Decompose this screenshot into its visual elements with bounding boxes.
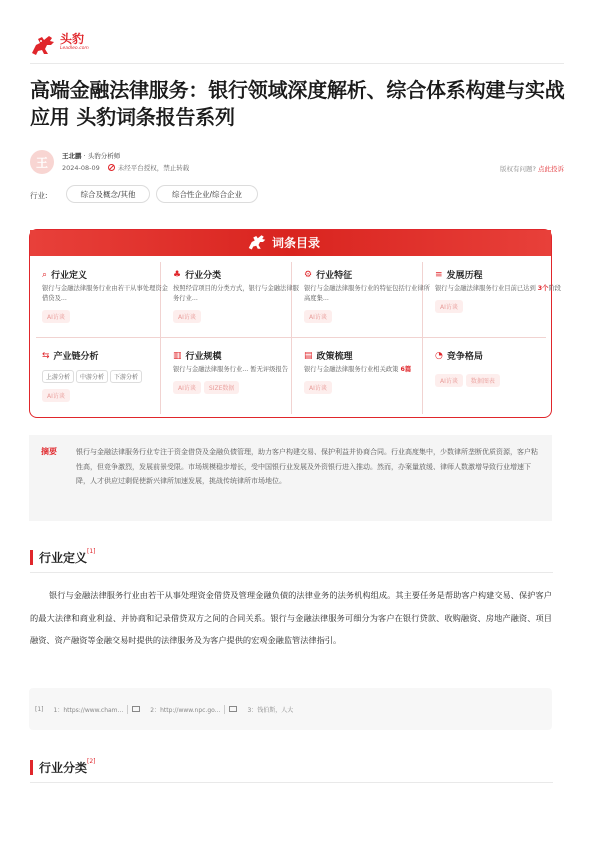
author-role: · 头豹分析师 [81,152,121,160]
hierarchy-icon: ♣ [173,269,182,280]
toc-item-desc: 银行与金融法律服务行业... 暂无评级报告 [173,366,289,373]
leopard-logo-icon [246,233,268,251]
section-divider [30,572,553,573]
gear-icon: ⚙ [304,269,313,280]
industry-tag[interactable]: 综合及概念/其他 [66,185,150,203]
downstream-chip[interactable]: 下游分析 [110,370,142,383]
toc-item-policy[interactable]: ▤ 政策梳理 银行与金融法律服务行业相关政策 6篇 AI访谈 [304,349,434,394]
section-marker [30,550,33,565]
section-divider [30,782,553,783]
brand-logo[interactable] [30,33,89,57]
publish-date: 2024-08-09 [62,163,100,172]
ai-interview-chip[interactable]: AI访谈 [435,374,463,387]
copyright-notice [500,164,564,173]
search-doc-icon: ⌕ [42,269,48,280]
industry-label: 行业: [30,191,48,200]
brand-domain: Leadleo.com [60,46,89,51]
author-info [62,151,120,160]
link-icon [132,706,140,712]
reference-item: 3：钱伯斯，人大 [247,706,294,714]
footnote-ref[interactable]: [2] [87,758,96,765]
toc-item-competition[interactable]: ◔ 竞争格局 AI访谈 数据图表 [435,349,565,387]
summary-box [29,435,552,521]
reference-link[interactable]: 1：https://www.cham... [54,705,141,714]
toc-item-definition[interactable]: ⌕ 行业定义 银行与金融法律服务行业由若干从事处理资金借贷及... AI访谈 [42,268,172,323]
toc-item-desc: 按照经营项目的分类方式，银行与金融法律服务行业... [173,285,299,302]
section-title-classification: 行业分类[2] [39,758,96,775]
ai-interview-chip[interactable]: AI访谈 [173,381,201,394]
toc-item-desc: 银行与金融法律服务行业目前已达到 3个阶段 [435,285,562,292]
chain-icon: ⇆ [42,350,50,361]
header-divider [30,63,564,64]
report-title: 高端金融法律服务：银行领域深度解析、综合体系构建与实战应用 头豹词条报告系列 [30,78,565,129]
summary-text: 银行与金融法律服务行业专注于资金借贷及金融负债管理，助力客户构建交易、保护利益并协商合同。行业高度集中，少数律所垄断优质资源，客户粘性高，但竞争激烈，发展前景受限。市场规模稳步增长，受中国银行业发展及外资银行进入推动。然而，办案量放缓、律师人数激增导致行业增速下降，人才供应过剩促使新兴律所加速发展，挑战传统律所市场地位。 [76,448,538,485]
toc-divider [36,337,546,338]
bar-chart-icon: ▥ [173,350,182,361]
link-icon [229,706,237,712]
toc-item-desc: 银行与金融法律服务行业由若干从事处理资金借贷及... [42,285,168,302]
reference-link[interactable]: 2：http://www.npc.go... [150,705,237,714]
toc-item-classification[interactable]: ♣ 行业分类 按照经营项目的分类方式，银行与金融法律服务行业... AI访谈 [173,268,303,323]
references-bar [29,688,552,730]
ai-interview-chip[interactable]: AI访谈 [304,381,332,394]
pie-icon: ◔ [435,350,443,361]
toc-item-desc: 银行与金融法律服务行业的特征包括行业律所高度集... [304,285,430,302]
section-marker [30,760,33,775]
section-title-definition: 行业定义[1] [39,548,96,565]
author-name: 王北鹏 [62,152,82,160]
toc-item-industry-chain[interactable]: ⇆ 产业链分析 上游分析 中游分析 下游分析 AI访谈 [42,349,172,402]
ban-icon [108,164,115,171]
toc-panel [29,229,562,418]
data-chart-chip[interactable]: 数据图表 [466,374,500,387]
ai-interview-chip[interactable]: AI访谈 [42,310,70,323]
ai-interview-chip[interactable]: AI访谈 [435,300,463,313]
repost-notice: 未经平台授权，禁止转载 [117,164,190,172]
toc-item-market-size[interactable]: ▥ 行业规模 银行与金融法律服务行业... 暂无评级报告 AI访谈 SIZE数据 [173,349,303,394]
definition-body: 银行与金融法律服务行业由若干从事处理资金借贷及管理金融负债的法律业务的法务机构组成。其主要任务是帮助客户构建交易、保护客户的最大法律和商业利益、并协商和记录借贷双方之间的合同关系。银行与金融法律服务可细分为客户在银行贷款、收购融资、房地产融资、项目融资、资产融资等金融交易时提供的法律服务及为客户提供的宏观金融监管法律指引。 [30,590,552,645]
refs-label: [1] [35,705,44,713]
footnote-ref[interactable]: [1] [87,548,96,555]
publish-info [62,163,189,172]
policy-icon: ▤ [304,350,313,361]
summary-label: 摘要 [41,447,57,456]
ai-interview-chip[interactable]: AI访谈 [173,310,201,323]
complaint-link[interactable]: 点此投诉 [538,165,564,173]
midstream-chip[interactable]: 中游分析 [76,370,108,383]
copyright-text: 版权有问题? [499,165,536,173]
upstream-chip[interactable]: 上游分析 [42,370,74,383]
toc-header [30,230,551,256]
timeline-icon: ≡ [435,269,443,280]
toc-item-features[interactable]: ⚙ 行业特征 银行与金融法律服务行业的特征包括行业律所高度集... AI访谈 [304,268,434,323]
toc-item-history[interactable]: ≡ 发展历程 银行与金融法律服务行业目前已达到 3个阶段 AI访谈 [435,268,565,313]
industry-tag[interactable]: 综合性企业/综合企业 [156,185,258,203]
author-avatar: 王 [30,150,54,174]
size-data-chip[interactable]: SIZE数据 [204,381,239,394]
ai-interview-chip[interactable]: AI访谈 [42,389,70,402]
toc-item-desc: 银行与金融法律服务行业相关政策 6篇 [304,366,412,373]
leopard-logo-icon [30,33,56,57]
brand-name: 头豹 [60,32,85,46]
toc-title: 词条目录 [272,235,321,250]
ai-interview-chip[interactable]: AI访谈 [304,310,332,323]
